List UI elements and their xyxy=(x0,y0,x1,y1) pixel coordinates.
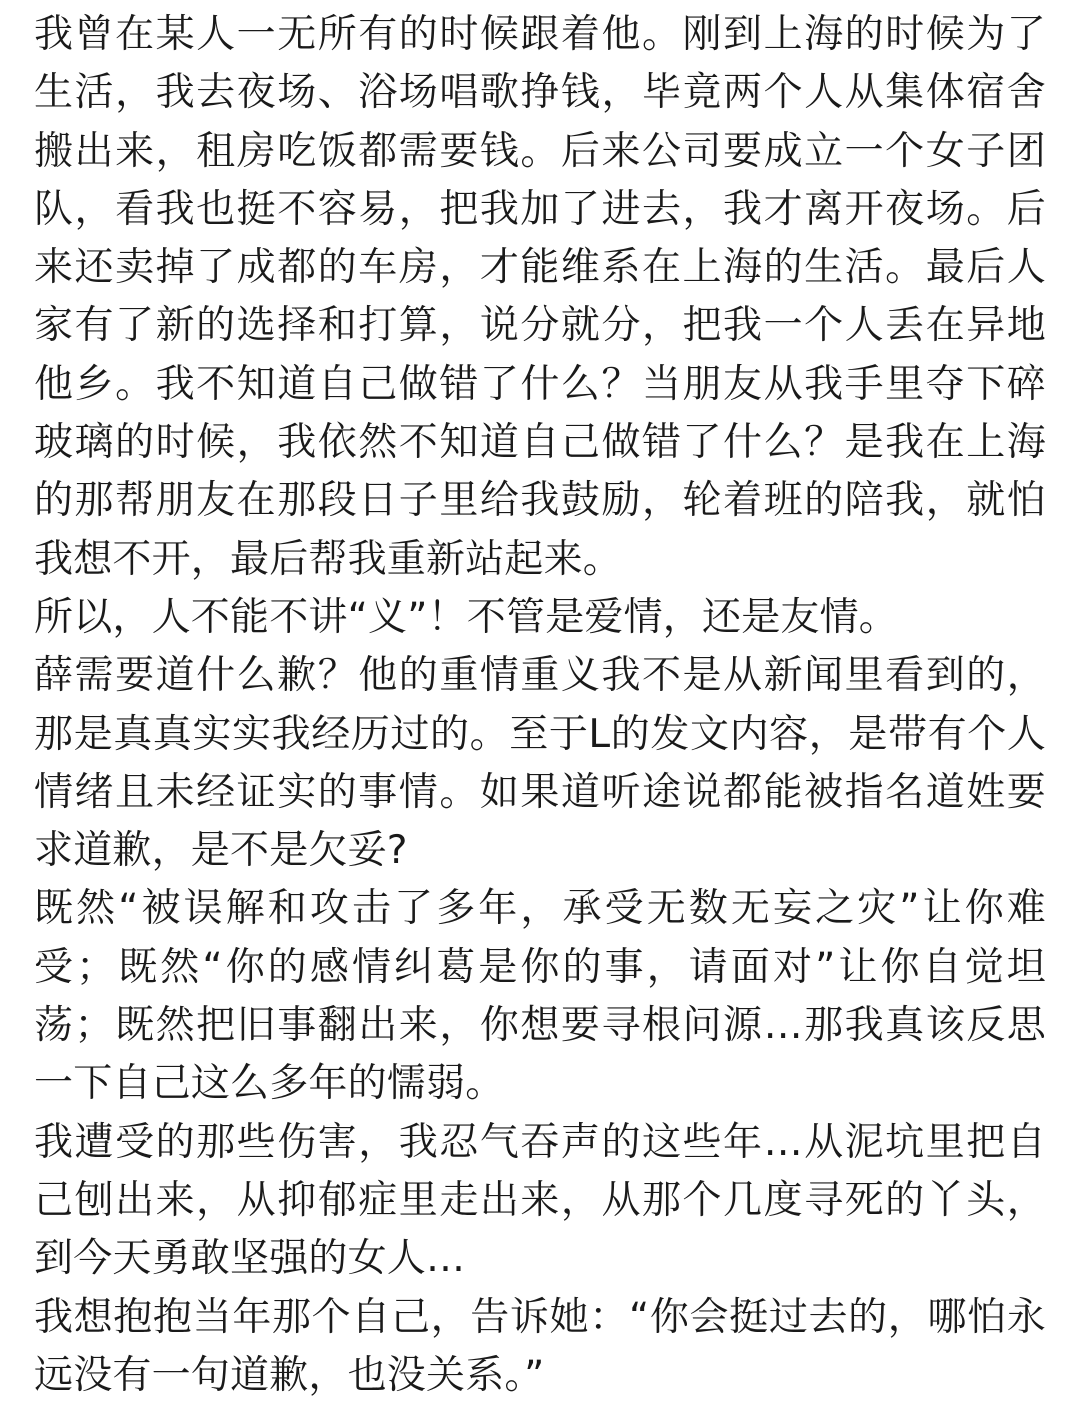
paragraph-6: 我想抱抱当年那个自己，告诉她：“你会挺过去的，哪怕永远没有一句道歉，也没关系。” xyxy=(34,1294,1046,1398)
paragraph-1: 我曾在某人一无所有的时候跟着他。刚到上海的时候为了生活，我去夜场、浴场唱歌挣钱，毕竟两个人从集体宿舍搬出来，租房吃饭都需要钱。后来公司要成立一个女子团队，看我也挺不容易，把我加了进去，我才离开夜场。后来还卖掉了成都的车房，才能维系在上海的生活。最后人家有了新的选择和打算，说分就分，把我一个人丢在异地他乡。我不知道自己做错了什么？当朋友从我手里夺下碎玻璃的时候，我依然不知道自己做错了什么？是我在上海的那帮朋友在那段日子里给我鼓励，轮着班的陪我，就怕我想不开，最后帮我重新站起来。 xyxy=(34,12,1046,582)
paragraph-3: 薛需要道什么歉？他的重情重义我不是从新闻里看到的，那是真真实实我经历过的。至于L的发文内容，是带有个人情绪且未经证实的事情。如果道听途说都能被指名道姓要求道歉，是不是欠妥? xyxy=(34,653,1046,874)
paragraph-2: 所以，人不能不讲“义”！不管是爱情，还是友情。 xyxy=(34,594,899,640)
paragraph-5: 我遭受的那些伤害，我忍气吞声的这些年…从泥坑里把自己刨出来，从抑郁症里走出来，从那个几度寻死的丫头，到今天勇敢坚强的女人… xyxy=(34,1119,1046,1282)
article-body xyxy=(34,6,1046,1405)
paragraph-4: 既然“被误解和攻击了多年，承受无数无妄之灾”让你难受；既然“你的感情纠葛是你的事，请面对”让你自觉坦荡；既然把旧事翻出来，你想要寻根问源…那我真该反思一下自己这么多年的懦弱。 xyxy=(34,886,1046,1107)
